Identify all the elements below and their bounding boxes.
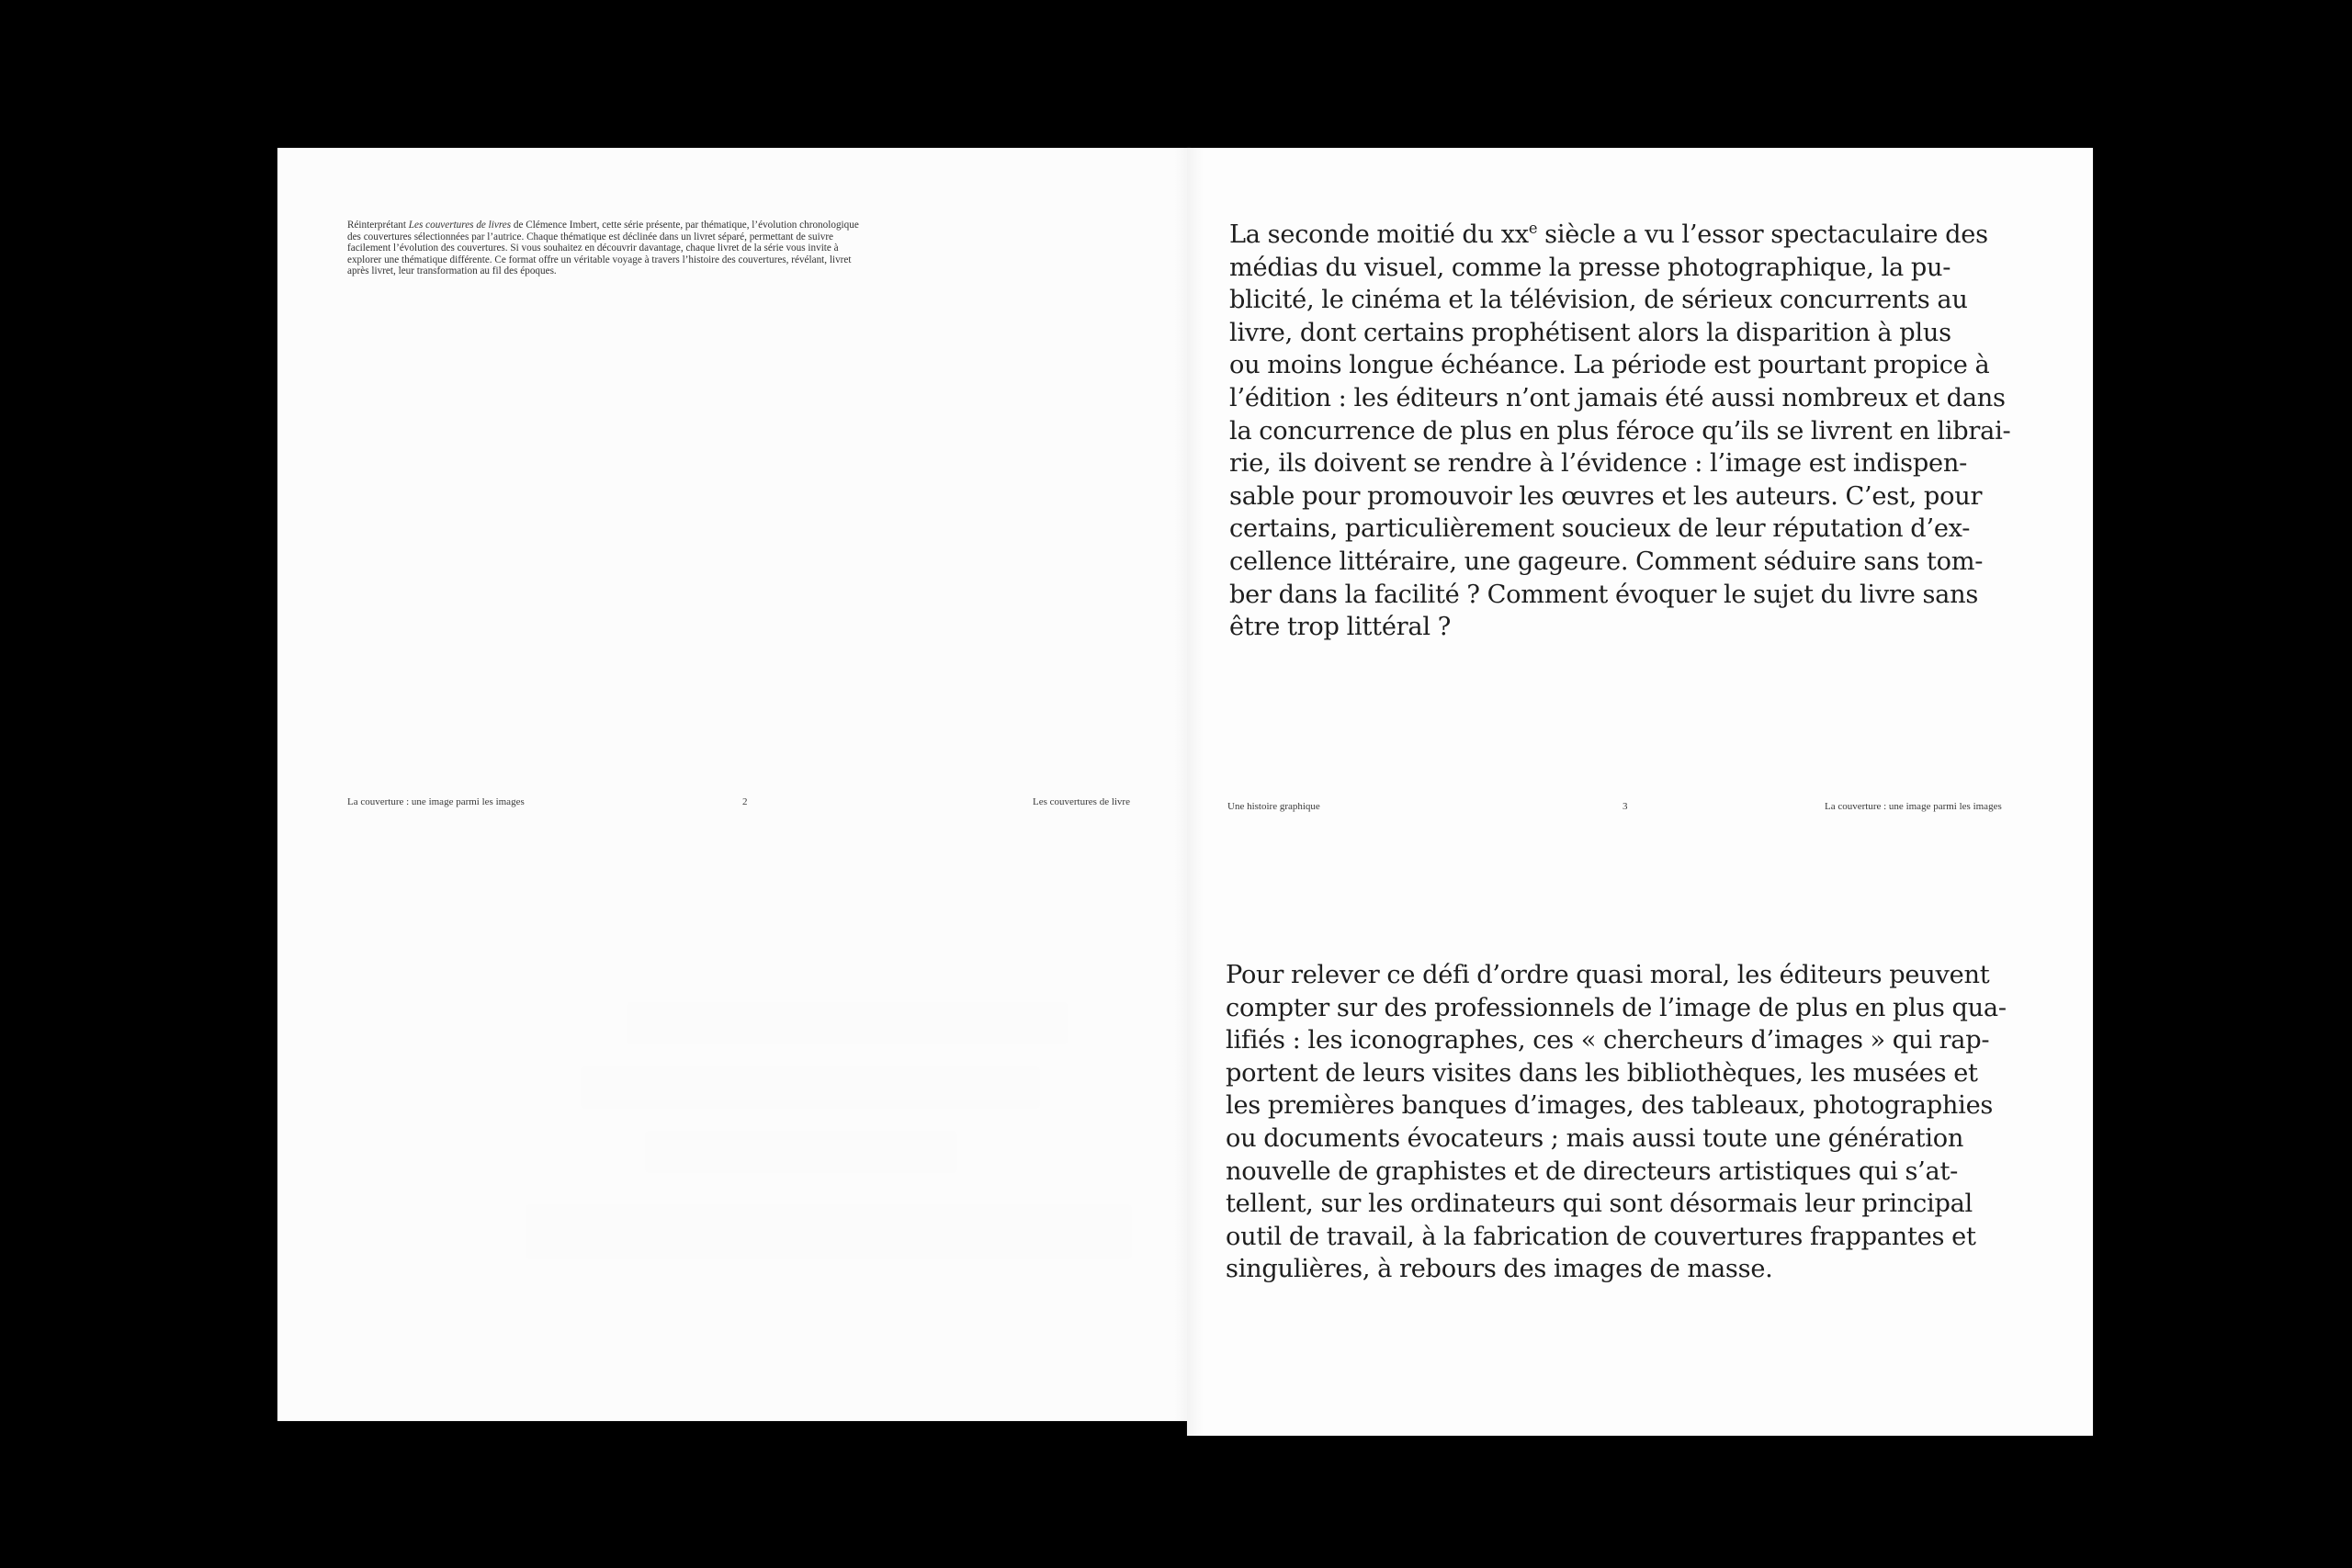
- right-page-number: 3: [1623, 801, 1628, 812]
- left-footer-title: La couverture : une image parmi les images: [347, 796, 525, 807]
- intro-text-before: Réinterprétant: [347, 220, 409, 231]
- left-page-number: 2: [742, 796, 748, 807]
- para-1-start: La seconde moitié du xx: [1229, 220, 1529, 249]
- right-footer-section: La couverture : une image parmi les images: [1825, 801, 2002, 812]
- intro-paragraph: [347, 220, 867, 277]
- right-gutter-shadow: [1187, 148, 1204, 1436]
- right-page: [1187, 148, 2093, 1436]
- para-1-rest: siècle a vu l’essor spectaculaire des médias du visuel, comme la presse photographique, la pu- blicité, le cinéma et la télévision, de sérieux concurrents au livre, dont certains prophétisent alors la disparition à plus ou moins longue échéance. La période est pourtant propice à l’édition : les éditeurs n’ont jamais été aussi nombreux et dans la concurrence de plus en plus féroce qu’ils se livrent en librai- rie, ils doivent se rendre à l’évidence : l’image est indispen- sable pour promouvoir les œuvres et les auteurs. C’est, pour certains, particulièrement soucieux de leur réputation d’ex- cellence littéraire, une gageure. Comment séduire sans tom- ber dans la facilité ? Comment évoquer le sujet du livre sans être trop littéral ?: [1229, 220, 2011, 642]
- left-page: [277, 148, 1191, 1421]
- show-through-ghost-left: [489, 1002, 1132, 1406]
- para-1-superscript: e: [1528, 219, 1538, 237]
- body-paragraph-2: Pour relever ce défi d’ordre quasi moral, les éditeurs peuvent compter sur des professionnels de l’image de plus en plus qua- lifiés : les iconographes, ces « chercheurs d’images » qui rap- portent de leurs visites dans les bibliothèques, les musées et les premières banques d’images, des tableaux, photographies ou documents évocateurs ; mais aussi toute une génération nouvelle de graphistes et de directeurs artistiques qui s’at- tellent, sur les ordinateurs qui sont désormais leur principal outil de travail, à la fabrication de couvertures frappantes et singulières, à rebours des images de masse.: [1226, 961, 2007, 1284]
- right-footer-title: Une histoire graphique: [1227, 801, 1320, 812]
- left-footer-section: Les couvertures de livre: [1033, 796, 1130, 807]
- intro-text-after: de Clémence Imbert, cette série présente, par thématique, l’évolution chronologique des couvertures sélectionnées par l’autrice. Chaque thématique est déclinée dans un livret séparé, permettant de suivre facilement l’évolution des couvertures. Si vous souhaitez en découvrir davantage, chaque livret de la série vous invite à explorer une thématique différente. Ce format offre un véritable voyage à travers l’histoire des couvertures, révélant, livret après livret, leur transformation au fil des époques.: [347, 220, 859, 277]
- body-paragraph-1: [1229, 219, 2056, 644]
- intro-book-title: Les couvertures de livres: [408, 220, 512, 231]
